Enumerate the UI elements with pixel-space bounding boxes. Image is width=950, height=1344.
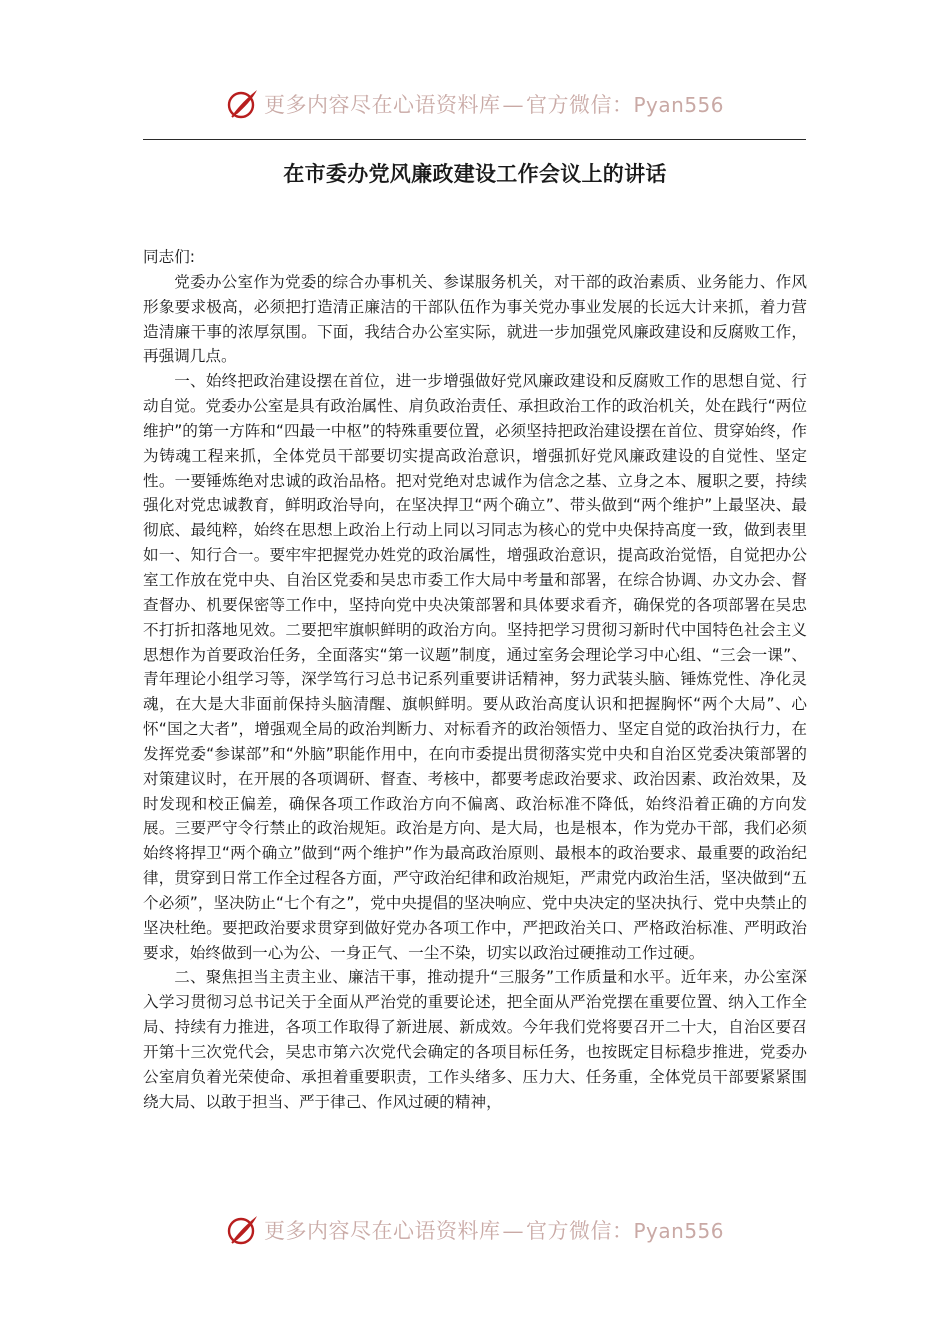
quill-pen-logo-icon — [226, 1213, 260, 1247]
body-paragraph: 一、始终把政治建设摆在首位，进一步增强做好党风廉政建设和反腐败工作的思想自觉、行动自觉。党委办公室是具有政治属性、肩负政治责任、承担政治工作的政治机关，处在践行“两位维护”的第一方阵和“四最一中枢”的特殊重要位置，必须坚持把政治建设摆在首位、贯穿始终，作为铸魂工程来抓，全体党员干部要切实提高政治意识，增强抓好党风廉政建设的自觉性、坚定性。一要锤炼绝对忠诚的政治品格。把对党绝对忠诚作为信念之基、立身之本、履职之要，持续强化对党忠诚教育，鲜明政治导向，在坚决捍卫“两个确立”、带头做到“两个维护”上最坚决、最彻底、最纯粹，始终在思想上政治上行动上同以习同志为核心的党中央保持高度一致，做到表里如一、知行合一。要牢牢把握党办姓党的政治属性，增强政治意识，提高政治觉悟，自觉把办公室工作放在党中央、自治区党委和吴忠市委工作大局中考量和部署，在综合协调、办文办会、督查督办、机要保密等工作中，坚持向党中央决策部署和具体要求看齐，确保党的各项部署在吴忠不打折扣落地见效。二要把牢旗帜鲜明的政治方向。坚持把学习贯彻习新时代中国特色社会主义思想作为首要政治任务，全面落实“第一议题”制度，通过室务会理论学习中心组、“三会一课”、青年理论小组学习等，深学笃行习总书记系列重要讲话精神，努力武装头脑、锤炼党性、净化灵魂，在大是大非面前保持头脑清醒、旗帜鲜明。要从政治高度认识和把握胸怀“两个大局”、心怀“国之大者”，增强观全局的政治判断力、对标看齐的政治领悟力、坚定自觉的政治执行力，在发挥党委“参谋部”和“外脑”职能作用中，在向市委提出贯彻落实党中央和自治区党委决策部署的对策建议时，在开展的各项调研、督查、考核中，都要考虑政治要求、政治因素、政治效果，及时发现和校正偏差，确保各项工作政治方向不偏离、政治标准不降低，始终沿着正确的方向发展。三要严守令行禁止的政治规矩。政治是方向、是大局，也是根本，作为党办干部，我们必须始终将捍卫“两个确立”做到“两个维护”作为最高政治原则、最根本的政治要求、最重要的政治纪律，贯穿到日常工作全过程各方面，严守政治纪律和政治规矩，严肃党内政治生活，坚决做到“五个必须”，坚决防止“七个有之”，党中央提倡的坚决响应、党中央决定的坚决执行、党中央禁止的坚决杜绝。要把政治要求贯穿到做好党办各项工作中，严把政治关口、严格政治标准、严明政治要求，始终做到一心为公、一身正气、一尘不染，切实以政治过硬推动工作过硬。 — [143, 372, 807, 962]
footer-banner — [0, 1210, 950, 1250]
body-paragraph: 二、聚焦担当主责主业、廉洁干事，推动提升“三服务”工作质量和水平。近年来，办公室深入学习贯彻习总书记关于全面从严治党的重要论述，把全面从严治党摆在重要位置、纳入工作全局、持续有力推进，各项工作取得了新进展、新成效。今年我们党将要召开二十大，自治区要召开第十三次党代会，吴忠市第六次党代会确定的各项目标任务，也按既定目标稳步推进，党委办公室肩负着光荣使命、承担着重要职责，工作头绪多、压力大、任务重，全体党员干部要紧紧围绕大局、以敢于担当、严于律己、作风过硬的精神， — [143, 968, 807, 1111]
banner-text: 更多内容尽在心语资料库—官方微信：Pyan556 — [263, 1219, 724, 1243]
document-body — [143, 245, 807, 1115]
wechat-id: Pyan556 — [633, 1219, 724, 1243]
banner-text: 更多内容尽在心语资料库—官方微信：Pyan556 — [263, 93, 724, 117]
header-banner — [0, 84, 950, 124]
document-title: 在市委办党风廉政建设工作会议上的讲话 — [283, 162, 667, 186]
quill-pen-logo-icon — [226, 87, 260, 121]
salutation: 同志们: — [143, 248, 196, 266]
body-paragraph: 党委办公室作为党委的综合办事机关、参谋服务机关，对干部的政治素质、业务能力、作风形象要求极高，必须把打造清正廉洁的干部队伍作为事关党办事业发展的长远大计来抓，着力营造清廉干事的浓厚氛围。下面，我结合办公室实际，就进一步加强党风廉政建设和反腐败工作，再强调几点。 — [143, 272, 807, 366]
header-divider — [143, 139, 806, 140]
wechat-id: Pyan556 — [633, 93, 724, 117]
